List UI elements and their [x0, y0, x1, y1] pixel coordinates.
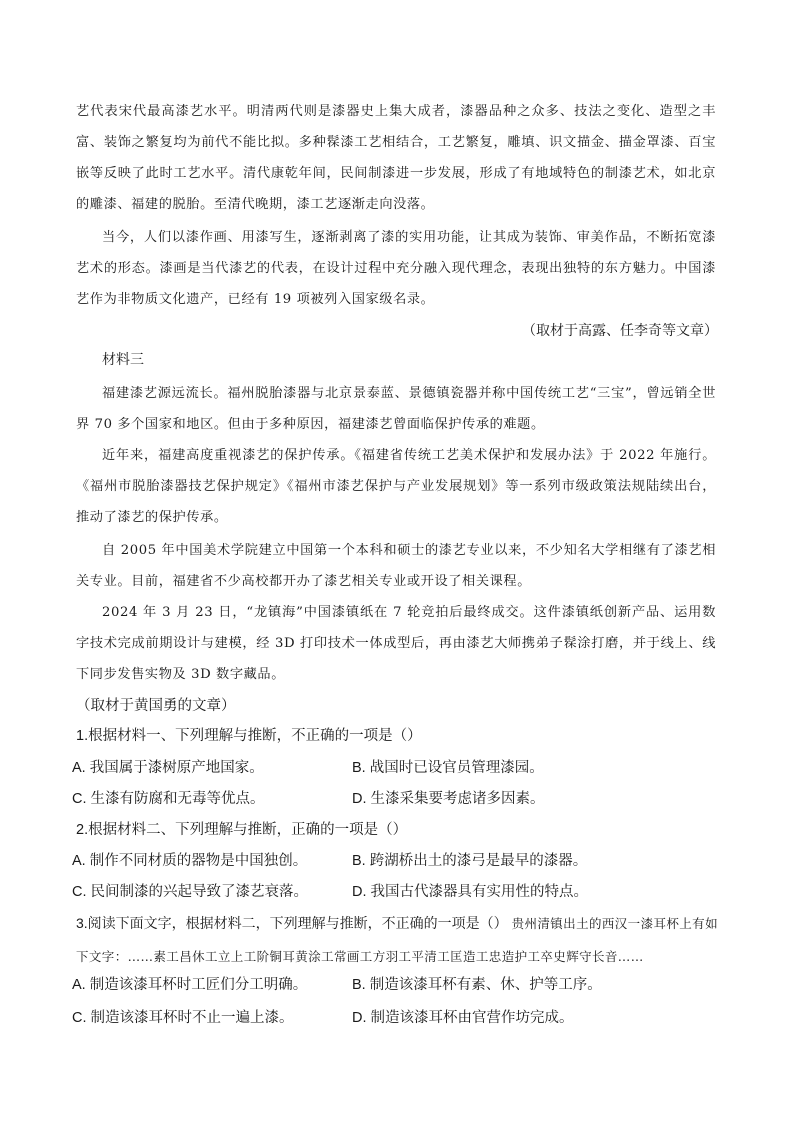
question-1-option-a[interactable]: A. 我国属于漆树原产地国家。: [72, 760, 264, 776]
question-1-option-b[interactable]: B. 战国时已设官员管理漆园。: [352, 760, 544, 776]
question-2-option-d[interactable]: D. 我国古代漆器具有实用性的特点。: [352, 884, 589, 900]
material2-paragraph-2: 当今，人们以漆作画、用漆写生，逐渐剥离了漆的实用功能，让其成为装饰、审美作品，不断拓宽漆艺术的形态。漆画是当代漆艺的代表，在设计过程中充分融入现代理念，表现出独特的东方魅力。中国漆艺作为非物质文化遗产，已经有 19 项被列入国家级名录。: [76, 230, 716, 307]
question-3-text: [76, 907, 721, 973]
question-2-option-a[interactable]: A. 制作不同材质的器物是中国独创。: [72, 853, 308, 869]
material3-paragraph-1: 福建漆艺源远流长。福州脱胎漆器与北京景泰蓝、景德镇瓷器并称中国传统工艺“三宝”，曾远销全世界 70 多个国家和地区。但由于多种原因，福建漆艺曾面临保护传承的难题。: [76, 386, 716, 432]
material3-source: （取材于黄国勇的文章）: [76, 698, 236, 714]
question-3-option-d[interactable]: D. 制造该漆耳杯由官营作坊完成。: [352, 1010, 574, 1026]
question-3-option-a[interactable]: A. 制造该漆耳杯时工匠们分工明确。: [72, 977, 308, 993]
question-3-option-b[interactable]: B. 制造该漆耳杯有素、休、护等工序。: [352, 977, 602, 993]
material2-paragraph-1: 艺代表宋代最高漆艺水平。明清两代则是漆器史上集大成者，漆器品种之众多、技法之变化、造型之丰富、装饰之繁复均为前代不能比拟。多种髹漆工艺相结合，工艺繁复，雕填、识文描金、描金罩漆、百宝嵌等反映了此时工艺水平。清代康乾年间，民间制漆进一步发展，形成了有地域特色的制漆艺术，如北京的雕漆、福建的脱胎。至清代晚期，漆工艺逐渐走向没落。: [76, 104, 716, 212]
material2-source: （取材于高露、任李奇等文章）: [522, 322, 718, 338]
question-1-stem: 1.根据材料一、下列理解与推断，不正确的一项是（）: [76, 728, 422, 744]
question-2-option-b[interactable]: B. 跨湖桥出土的漆弓是最早的漆器。: [352, 853, 588, 869]
question-3-stem: 3.阅读下面文字，根据材料二，下列理解与推断，不正确的一项是（）: [76, 915, 508, 931]
question-3-quote: 贵州清镇出土的西汉一漆耳杯上有如下文字：……素工昌休工立上工阶铜耳黄涂工常画工方羽工平清工匡造工忠造护工卒史辉守长音……: [76, 916, 718, 964]
question-2-stem: 2.根据材料二、下列理解与推断，正确的一项是（）: [76, 822, 408, 838]
material3-paragraph-4: 2024 年 3 月 23 日，“龙镇海”中国漆镇纸在 7 轮竞拍后最终成交。这件漆镇纸创新产品、运用数字技术完成前期设计与建模，经 3D 打印技术一体成型后，再由漆艺大师携弟子髹涂打磨，并于线上、线下同步发售实物及 3D 数字藏品。: [76, 605, 716, 682]
question-1-option-c[interactable]: C. 生漆有防腐和无毒等优点。: [72, 791, 265, 807]
material3-paragraph-2: 近年来，福建高度重视漆艺的保护传承。《福建省传统工艺美术保护和发展办法》于 2022 年施行。《福州市脱胎漆器技艺保护规定》《福州市漆艺保护与产业发展规划》等一系列市级政策法规陆续出台，推动了漆艺的保护传承。: [76, 448, 716, 525]
material3-title: 材料三: [102, 352, 144, 368]
question-2-option-c[interactable]: C. 民间制漆的兴起导致了漆艺衰落。: [72, 884, 309, 900]
question-1-option-d[interactable]: D. 生漆采集要考虑诸多因素。: [352, 791, 545, 807]
material3-paragraph-3: 自 2005 年中国美术学院建立中国第一个本科和硕士的漆艺专业以来，不少知名大学相继有了漆艺相关专业。目前，福建省不少高校都开办了漆艺相关专业或开设了相关课程。: [76, 543, 716, 589]
question-3-option-c[interactable]: C. 制造该漆耳杯时不止一遍上漆。: [72, 1010, 294, 1026]
